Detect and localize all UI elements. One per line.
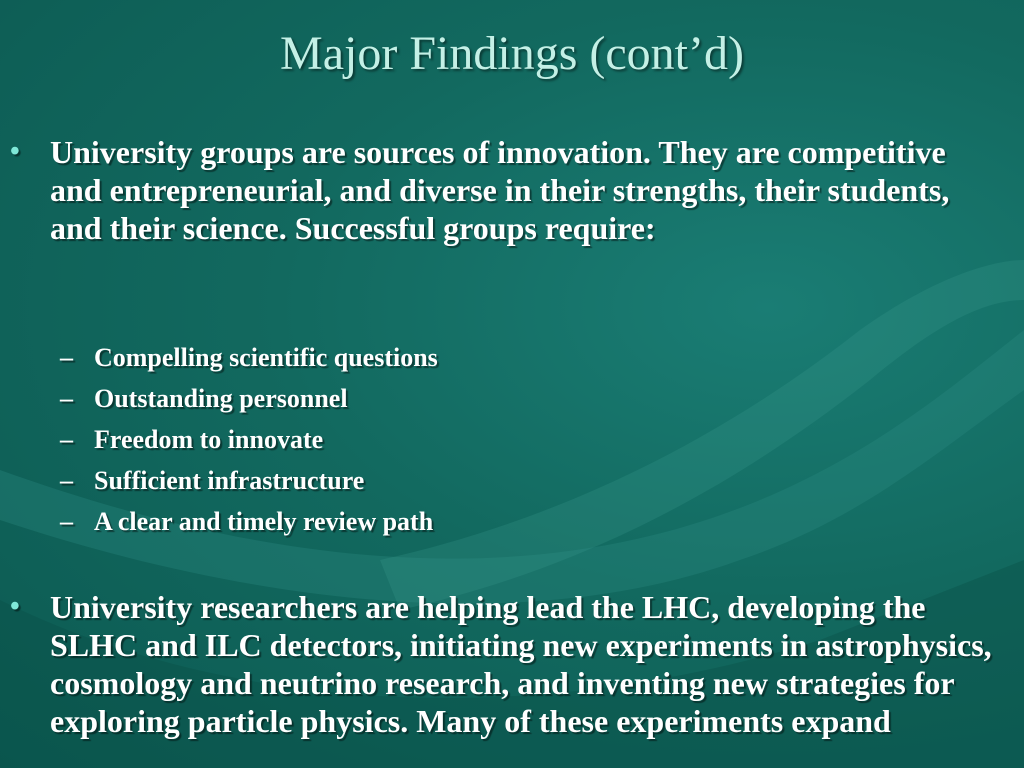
bullet-item-1	[10, 133, 1000, 247]
slide-title: Major Findings (cont’d)	[280, 27, 744, 80]
sub-bullet-text: Compelling scientific questions	[94, 343, 438, 372]
bullet-item-2	[10, 588, 1000, 740]
bullet-dot: •	[10, 136, 20, 167]
bullet-text: University researchers are helping lead the LHC, developing the SLHC and ILC detectors, initiating new experiments in astrophysics, cosmology and neutrino research, and inventing new strategies for exploring particle physics. Many of these experiments expand	[50, 589, 992, 739]
sub-bullet-item	[60, 337, 960, 378]
sub-bullet-dash: –	[60, 507, 73, 536]
sub-bullet-dash: –	[60, 343, 73, 372]
sub-bullet-item	[60, 419, 960, 460]
sub-bullet-dash: –	[60, 425, 73, 454]
sub-bullet-text: Outstanding personnel	[94, 384, 348, 413]
sub-bullet-list	[60, 337, 960, 542]
sub-bullet-item	[60, 501, 960, 542]
sub-bullet-item	[60, 460, 960, 501]
sub-bullet-item	[60, 378, 960, 419]
sub-bullet-text: Sufficient infrastructure	[94, 466, 365, 495]
sub-bullet-dash: –	[60, 384, 73, 413]
sub-bullet-dash: –	[60, 466, 73, 495]
sub-bullet-text: Freedom to innovate	[94, 425, 324, 454]
bullet-text: University groups are sources of innovation. They are competitive and entrepreneurial, and diverse in their strengths, their students, and their science. Successful groups require:	[50, 134, 950, 246]
bullet-dot: •	[10, 591, 20, 622]
sub-bullet-text: A clear and timely review path	[94, 507, 434, 536]
